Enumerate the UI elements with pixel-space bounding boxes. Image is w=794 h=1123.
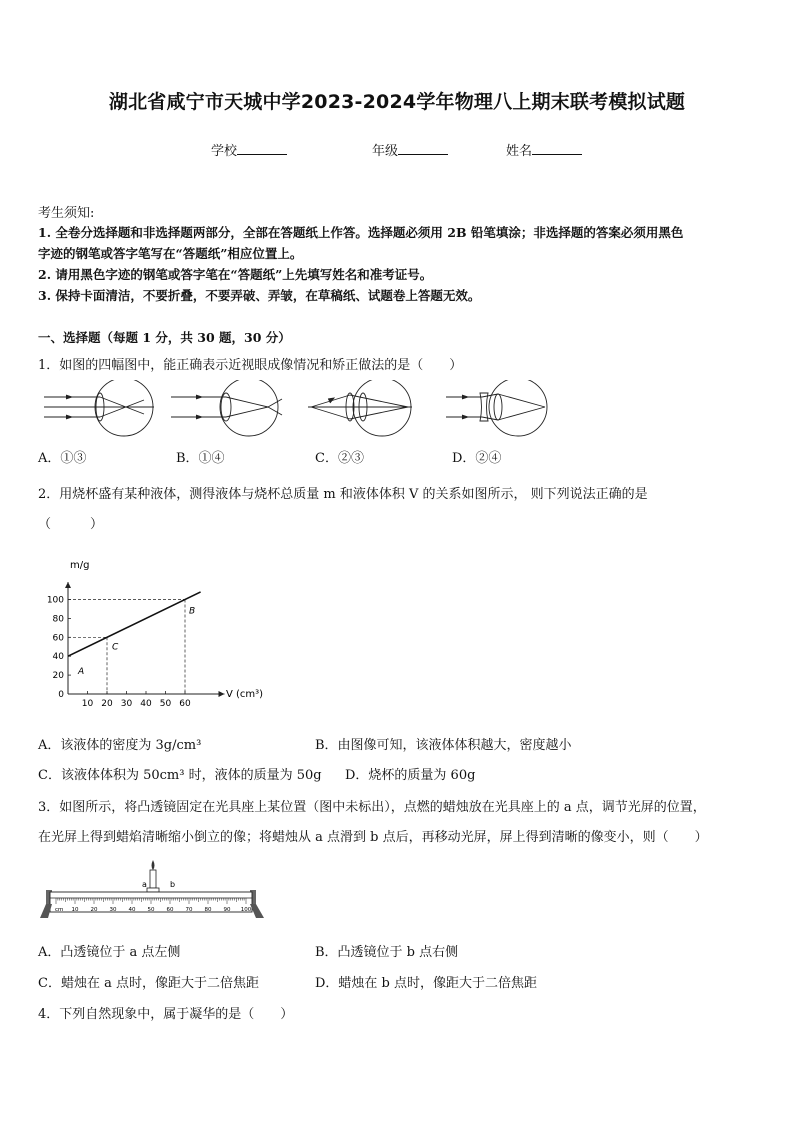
q1-option-b[interactable]: B．①④ [176, 451, 225, 466]
bench-tick-label: 100 [240, 907, 252, 913]
eye-figure-1 [44, 380, 154, 436]
q2-option-c[interactable]: C．该液体体积为 50cm³ 时，液体的质量为 50g [38, 768, 322, 783]
q1-figures [36, 380, 556, 438]
chart-x-tick-label: 30 [120, 699, 133, 709]
optical-bench [36, 858, 266, 924]
chart-x-tick-label: 20 [101, 699, 113, 709]
name-blank[interactable] [532, 142, 582, 155]
q3-option-d[interactable]: D．蜡烛在 b 点时，像距大于二倍焦距 [315, 976, 538, 991]
bench-tick-label: 80 [204, 907, 212, 913]
q4-stem: 4．下列自然现象中，属于凝华的是（ ） [38, 1007, 294, 1022]
q3-option-c[interactable]: C．蜡烛在 a 点时，像距大于二倍焦距 [38, 976, 259, 991]
notes-line-1: 1. 全卷分选择题和非选择题两部分，全部在答题纸上作答。选择题必须用 2B 铅笔填涂；非选择题的答案必须用黑色 [38, 225, 684, 240]
bench-tick-label: 50 [147, 907, 155, 913]
chart-x-tick-label: 50 [159, 699, 172, 709]
q3-option-b[interactable]: B．凸透镜位于 b 点右侧 [315, 945, 459, 960]
q2-option-a[interactable]: A．该液体的密度为 3g/cm³ [38, 738, 202, 753]
chart-series-line [68, 592, 201, 656]
point-b-label: b [170, 880, 176, 889]
candle-icon [147, 860, 159, 892]
school-blank[interactable] [237, 142, 287, 155]
eye-figure-4 [446, 380, 547, 436]
q2-paren: （ ） [38, 517, 104, 532]
chart-x-tick-label: 10 [81, 699, 94, 709]
notes-line-4: 3. 保持卡面清洁，不要折叠，不要弄破、弄皱，在草稿纸、试题卷上答题无效。 [38, 288, 481, 303]
q1-option-c[interactable]: C．②③ [315, 451, 364, 466]
grade-field [372, 140, 448, 159]
chart-point-label-a: A [78, 667, 85, 678]
bench-tick-label: 30 [109, 907, 117, 913]
q2-chart [34, 556, 274, 716]
notes-line-3: 2. 请用黑色字迹的钢笔或答字笔在“答题纸”上先填写姓名和准考证号。 [38, 267, 433, 282]
chart-y-tick-label: 80 [52, 614, 64, 625]
chart-y-tick-label: 60 [52, 633, 64, 644]
section-heading: 一、选择题（每题 1 分，共 30 题，30 分） [38, 330, 291, 345]
bench-unit: cm [55, 907, 64, 913]
chart-y-tick-label: 100 [46, 595, 64, 606]
chart-y-tick-label: 40 [52, 652, 64, 663]
q2-option-b[interactable]: B．由图像可知，该液体体积越大，密度越小 [315, 738, 572, 753]
notes-heading: 考生须知: [38, 206, 95, 221]
bench-tick-label: 90 [223, 907, 231, 913]
bench-tick-label: 70 [185, 907, 193, 913]
chart-y-tick-label: 20 [52, 671, 64, 682]
chart-xlabel: V (cm³) [226, 689, 264, 700]
q1-option-d[interactable]: D．②④ [452, 451, 502, 466]
eye-figure-3 [308, 380, 412, 436]
chart-point-label-b: B [189, 606, 196, 617]
q2-option-d[interactable]: D．烧杯的质量为 60g [345, 768, 476, 783]
chart-origin-label: 0 [58, 690, 64, 700]
q3-option-a[interactable]: A．凸透镜位于 a 点左侧 [38, 945, 181, 960]
q2-stem: 2．用烧杯盛有某种液体，测得液体与烧杯总质量 m 和液体体积 V 的关系如图所示， 则下列说法正确的是 [38, 487, 648, 502]
notes-line-2: 字迹的钢笔或答字笔写在“答题纸”相应位置上。 [38, 246, 303, 261]
school-field [211, 140, 287, 159]
bench-tick-label: 60 [166, 907, 174, 913]
chart-x-arrow [219, 691, 225, 697]
school-label: 学校 [211, 144, 238, 159]
q3-stem-line-1: 3．如图所示，将凸透镜固定在光具座上某位置（图中未标出），点燃的蜡烛放在光具座上的 a 点，调节光屏的位置， [38, 800, 706, 815]
chart-point-label-c: C [112, 642, 119, 653]
bench-tick-label: 20 [90, 907, 98, 913]
bench-tick-label: 40 [128, 907, 136, 913]
chart-ylabel: m/g [70, 560, 90, 571]
q1-option-a[interactable]: A．①③ [38, 451, 87, 466]
q1-stem: 1．如图的四幅图中，能正确表示近视眼成像情况和矫正做法的是（ ） [38, 358, 463, 373]
bench-tick-label: 10 [71, 907, 79, 913]
q3-stem-line-2: 在光屏上得到蜡焰清晰缩小倒立的像；将蜡烛从 a 点滑到 b 点后，再移动光屏，屏上得到清晰的像变小，则（ ） [38, 830, 708, 845]
eye-figure-2 [171, 380, 282, 436]
name-label: 姓名 [506, 144, 533, 159]
chart-x-tick-label: 60 [179, 699, 191, 709]
name-field [506, 140, 582, 159]
point-a-label: a [142, 880, 147, 889]
chart-x-tick-label: 40 [140, 699, 152, 709]
grade-label: 年级 [372, 144, 399, 159]
chart-y-arrow [65, 582, 71, 588]
grade-blank[interactable] [398, 142, 448, 155]
page-title: 湖北省咸宁市天城中学2023-2024学年物理八上期末联考模拟试题 [108, 91, 686, 113]
